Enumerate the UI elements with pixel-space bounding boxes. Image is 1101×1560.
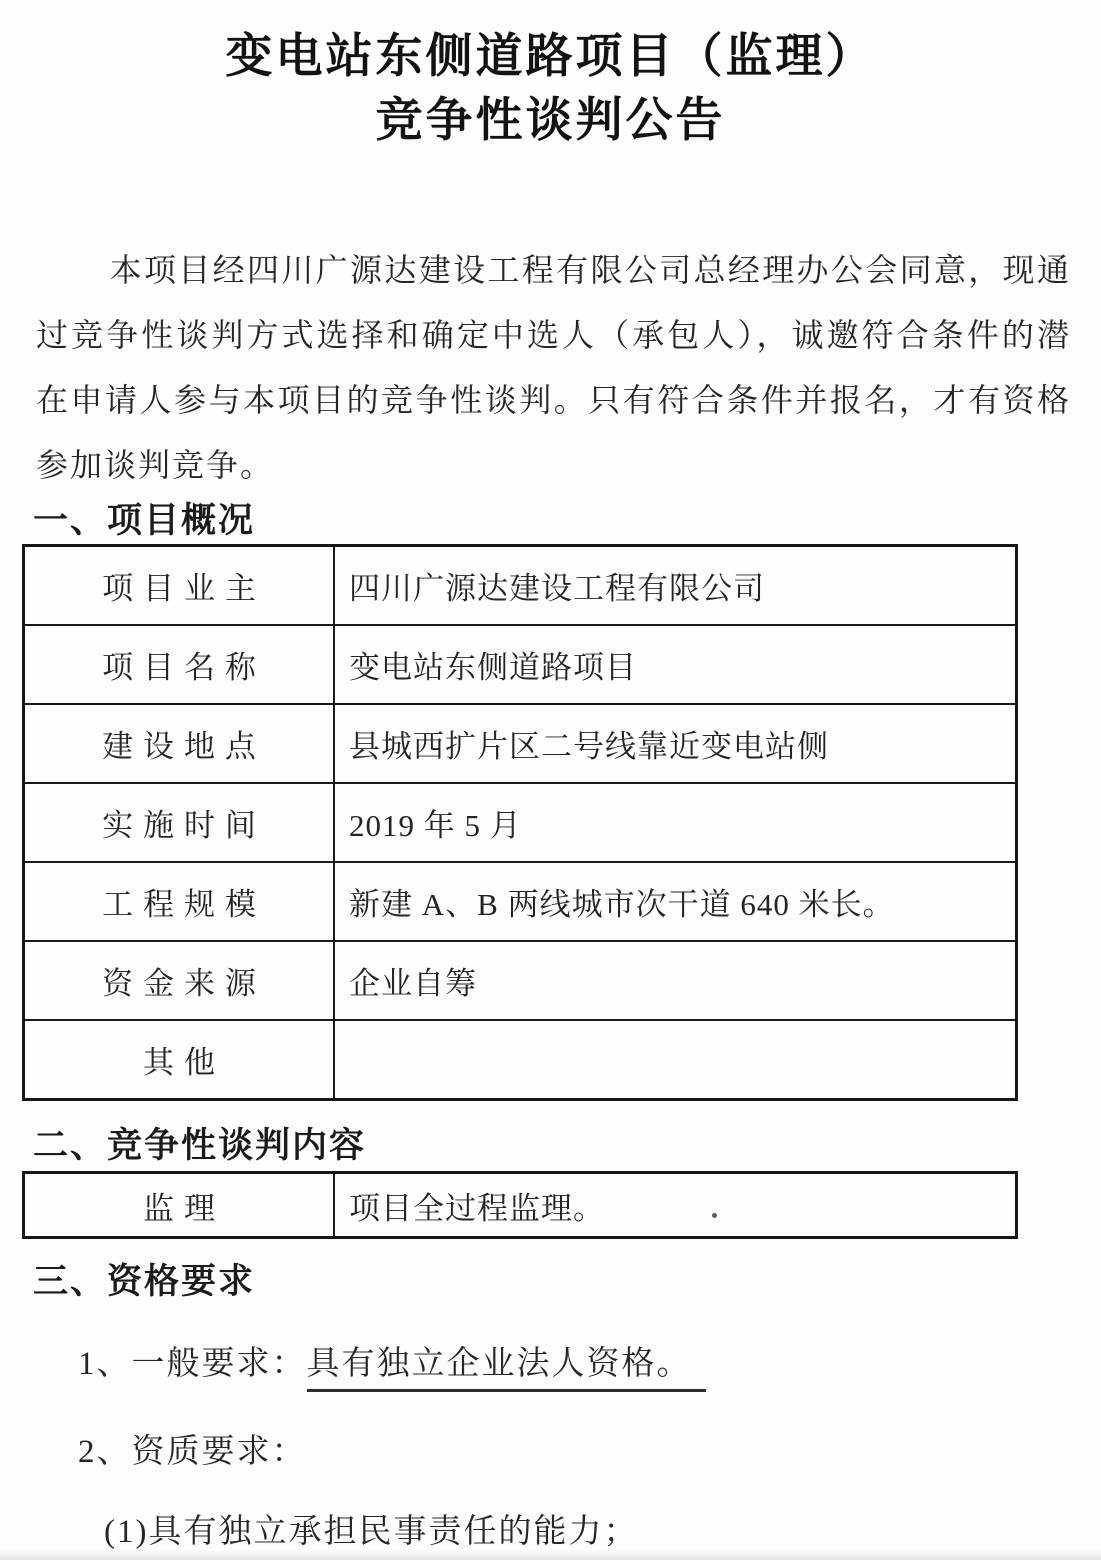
document-title [10,24,1091,152]
section2-heading: 二、竞争性谈判内容 [33,1126,367,1165]
table-row [24,862,1017,941]
table-row [24,783,1017,862]
section1-heading: 一、项目概况 [33,501,256,540]
scan-speck [712,1213,717,1218]
row-value: 项目全过程监理。 [334,1173,1017,1238]
negotiation-content-table [22,1171,1018,1239]
row-value: 变电站东侧道路项目 [334,625,1017,704]
table-row [24,941,1017,1020]
row-value: 企业自筹 [334,941,1017,1020]
table-row [24,704,1017,783]
document-title-line1: 变电站东侧道路项目（监理） [225,29,876,82]
table-row [24,1173,1017,1238]
row-label: 资金来源 [24,941,335,1020]
row-value: 四川广源达建设工程有限公司 [334,546,1017,626]
row-value: 2019 年 5 月 [334,783,1017,862]
qualification-item-2: 2、资质要求： [78,1434,307,1470]
section3-heading: 三、资格要求 [33,1262,256,1301]
row-value: 县城西扩片区二号线靠近变电站侧 [334,704,1017,783]
row-label: 其他 [24,1020,335,1100]
intro-paragraph: 本项目经四川广源达建设工程有限公司总经理办公会同意，现通过竞争性谈判方式选择和确定中选人（承包人），诚邀符合条件的潜在申请人参与本项目的竞争性谈判。只有符合条件并报名，才有资格参加谈判竞争。 [36,252,1071,483]
qualification-item-1 [78,1341,1101,1387]
table-row [24,625,1017,704]
row-label: 工程规模 [24,862,335,941]
project-overview-table [22,544,1018,1101]
table-row [24,546,1017,626]
table-row [24,1020,1017,1100]
row-label: 监理 [24,1173,335,1238]
row-value: 新建 A、B 两线城市次干道 640 米长。 [334,862,1017,941]
row-value [334,1020,1017,1100]
qualification-item-3: (1)具有独立承担民事责任的能力； [104,1514,639,1550]
qualification-item-1-prefix: 1、一般要求： [78,1346,307,1382]
row-label: 实施时间 [24,783,335,862]
row-label: 项目名称 [24,625,335,704]
page-bottom-shade [0,1550,1101,1560]
document-title-line2: 竞争性谈判公告 [375,93,726,146]
row-label: 项目业主 [24,546,335,626]
qualification-item-1-underlined-text: 具有独立企业法人资格。 [307,1346,706,1392]
row-label: 建设地点 [24,704,335,783]
